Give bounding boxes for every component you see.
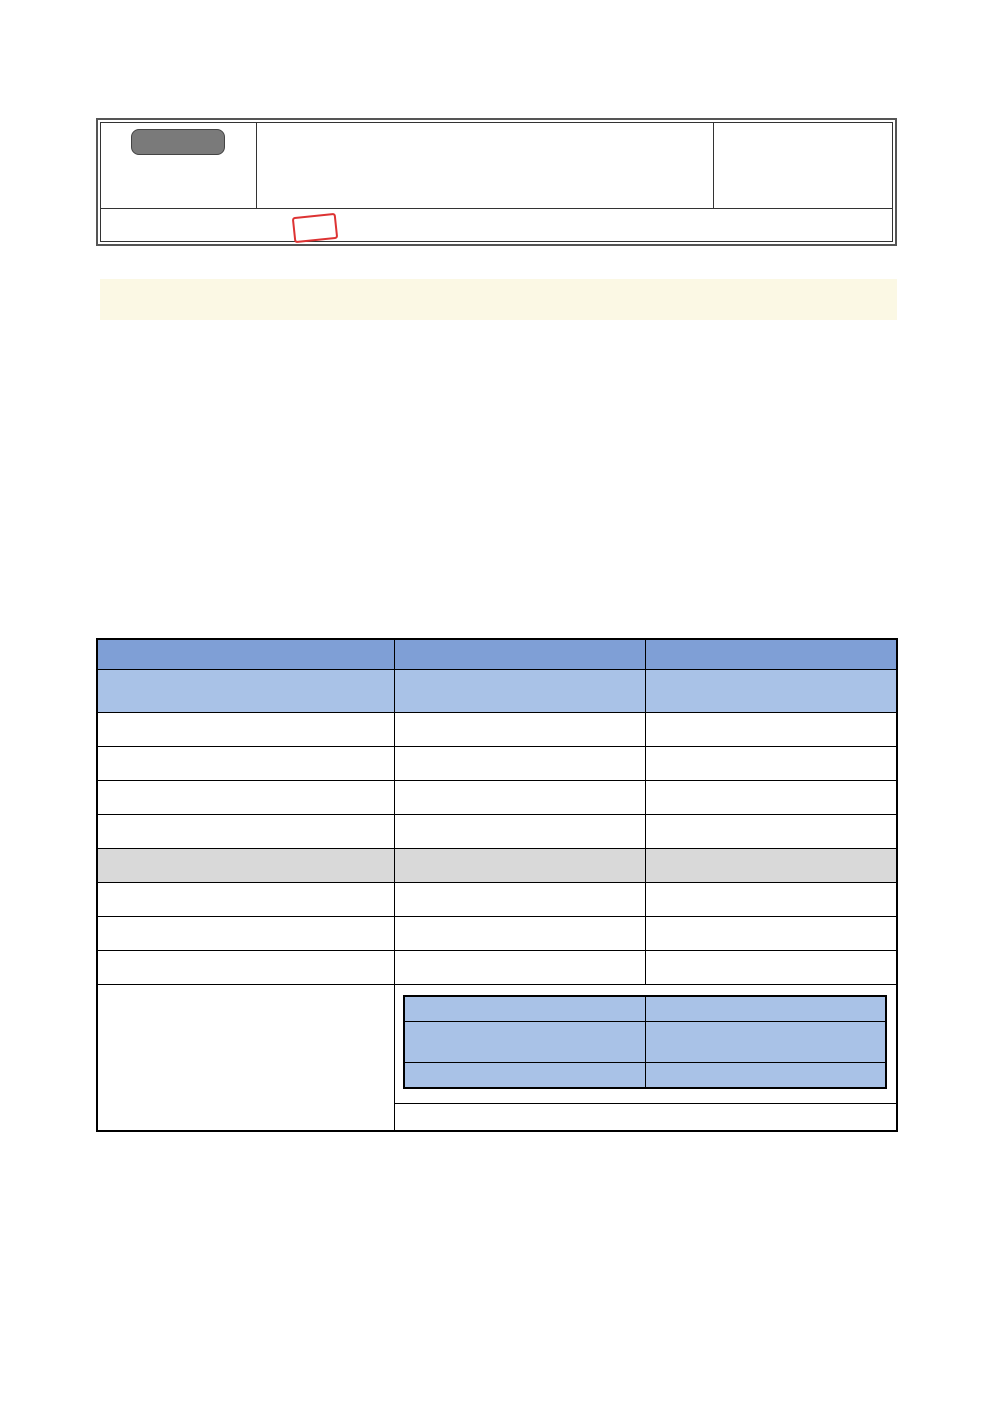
cleaning-row — [97, 985, 897, 1104]
period-duration — [645, 917, 897, 951]
period-name — [97, 747, 394, 781]
table-row — [97, 917, 897, 951]
table-row — [97, 815, 897, 849]
period-name — [97, 883, 394, 917]
cleaning-time — [645, 996, 886, 1022]
cleaning-time — [645, 1022, 886, 1063]
list-item — [404, 1022, 886, 1063]
header-category — [97, 639, 394, 670]
period-duration — [645, 951, 897, 985]
period-time — [394, 781, 645, 815]
table-row — [97, 670, 897, 713]
period-name — [97, 670, 394, 713]
period-time — [394, 951, 645, 985]
period-name — [97, 849, 394, 883]
banner-bottom-color-bar — [100, 320, 897, 328]
list-item — [404, 996, 886, 1022]
period-name — [97, 713, 394, 747]
table-row — [97, 713, 897, 747]
innovation-school-stamp-icon — [292, 213, 338, 243]
period-duration — [645, 670, 897, 713]
period-time — [394, 849, 645, 883]
cleaning-times-cell — [394, 985, 897, 1104]
period-duration — [645, 883, 897, 917]
table-row — [97, 951, 897, 985]
header-divider-left — [256, 122, 257, 209]
list-item — [404, 1063, 886, 1089]
header-note — [645, 639, 897, 670]
cleaning-day — [404, 996, 645, 1022]
friday-note — [394, 1104, 897, 1132]
table-row — [97, 781, 897, 815]
banner-top-color-bar — [100, 270, 897, 277]
period-time — [394, 917, 645, 951]
period-time — [394, 815, 645, 849]
banner-background — [100, 279, 897, 320]
period-name — [97, 917, 394, 951]
schedule-table — [96, 638, 898, 1132]
period-duration — [645, 747, 897, 781]
table-row — [97, 747, 897, 781]
period-time — [394, 883, 645, 917]
period-duration — [645, 781, 897, 815]
table-header-row — [97, 639, 897, 670]
cleaning-label — [97, 985, 394, 1132]
period-duration — [645, 849, 897, 883]
header-time — [394, 639, 645, 670]
motto-badge — [131, 129, 225, 155]
cleaning-time — [645, 1063, 886, 1089]
cleaning-day — [404, 1063, 645, 1089]
header-divider-right — [713, 122, 714, 209]
period-time — [394, 747, 645, 781]
table-row — [97, 849, 897, 883]
period-name — [97, 951, 394, 985]
period-duration — [645, 815, 897, 849]
cleaning-day — [404, 1022, 645, 1063]
period-name — [97, 781, 394, 815]
period-duration — [645, 713, 897, 747]
period-name — [97, 815, 394, 849]
table-row — [97, 883, 897, 917]
header-divider-bottom — [100, 208, 893, 209]
period-time — [394, 670, 645, 713]
period-time — [394, 713, 645, 747]
cleaning-times-table — [403, 995, 887, 1089]
